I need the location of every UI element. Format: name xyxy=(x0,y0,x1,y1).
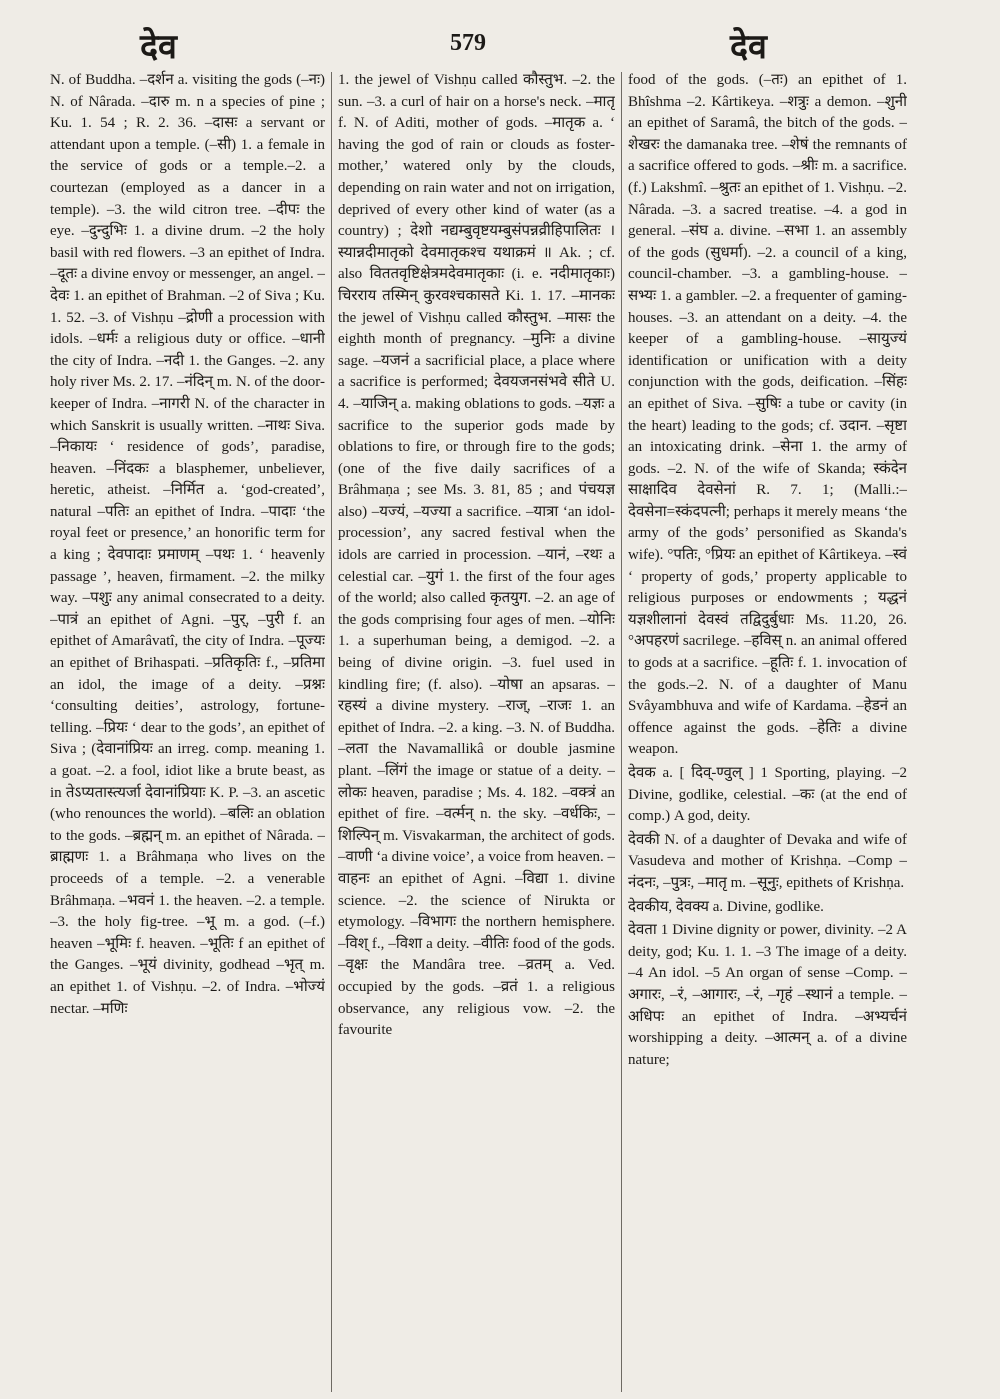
entry-text: N. of Buddha. –दर्शन a. visiting the gods (–नः) N. of Nârada. –दारु m. n a species of pine ; Ku. 1. 54 ; R. 2. 36. –दासः a servant or attendant upon a temple. (–सी) 1. a female in the service of gods or a temple.–2. a courtezan (employed as a dancer in a temple). –3. the wild citron tree. –दीपः the eye. –दुन्दुभिः 1. a divine drum. –2 the holy basil with red flowers. –3 an epithet of Indra. –दूतः a divine envoy or messenger, an angel. –देवः 1. an epithet of Brahman. –2 of Siva ; Ku. 1. 52. –3. of Vishṇu –द्रोणी a procession with idols. –धर्मः a religious duty or office. –धानी the city of Indra. –नदी 1. the Ganges. –2. any holy river Ms. 2. 17. –नंदिन् m. N. of the door-keeper of Indra. –नागरी N. of the character in which Sanskrit is usually written. –नाथः Siva. –निकायः ‘ residence of gods’, paradise, heaven. –निंदकः a blasphemer, unbeliever, heretic, atheist. –निर्मित a. ‘god-created’, natural –पतिः an epithet of Indra. –पादाः ‘the royal feet or presence,’ an honorific term for a king ; देवपादाः प्रमाणम् –पथः 1. ‘ heavenly passage ’, heaven, firmament. –2. the milky way. –पशुः any animal consecrated to a deity. –पात्रं an epithet of Agni. –पुर्, –पुरी f. an epithet of Amarâvatî, the city of Indra. –पूज्यः an epithet of Brihaspati. –प्रतिकृतिः f., –प्रतिमा an idol, the image of a deity. –प्रश्नः ‘consulting deities’, astrology, fortune-telling. –प्रियः ‘ dear to the gods’, an epithet of Siva ; (देवानांप्रियः an irreg. comp. meaning 1. a goat. –2. a fool, idiot like a brute beast, as in तेऽप्यतास्त्यर्जा देवानांप्रियाः K. P. –3. an ascetic (who renounces the world). –बलिः an oblation to the gods. –ब्रह्मन् m. an epithet of Nârada. –ब्राह्मणः 1. a Brâhmaṇa who lives on the proceeds of a temple. –2. a venerable Brâhmaṇa. –भवनं 1. the heaven. –2. a temple. –3. the holy fig-tree. –भू m. a god. (–f.) heaven –भूमिः f. heaven. –भूतिः f an epithet of the Ganges. –भूयं divinity, godhead –भृत् m. an epithet 1. of Vishṇu. –2. of Indra. –भोज्यं nectar. –मणिः xyxy=(50,72,325,1017)
entry-text: food of the gods. (–तः) an epithet of 1. Bhîshma –2. Kârtikeya. –शत्रुः a demon. –शुनी an epithet of Saramâ, the bitch of the gods. –शेखरः the damanaka tree. –शेषं the remnants of a sacrifice offered to gods. –श्रीः m. a sacrifice. (f.) Lakshmî. –श्रुतः an epithet of 1. Vishṇu. –2. Nârada. –3. a sacred treatise. –4. a god in general. –संघ a. divine. –सभा 1. an assembly of the gods (सुधर्मा). –2. a council of a king, council-chamber. –3. a gambling-house. –सभ्यः 1. a gambler. –2. a frequenter of gaming-houses. –3. an attendant on a deity. –4. the keeper of a gambling-house. –सायुज्यं identification or unification with a deity conjunction with the gods, deification. –सिंहः an epithet of Siva. –सुषिः a tube or cavity (in the heart) leading to the gods; cf. उदान. –सृष्टा an intoxicating drink. –सेना 1. the army of gods. –2. N. of the wife of Skanda; स्कंदेन साक्षादिव देवसेनां R. 7. 1; (Malli.:–देवसेना=स्कंदपत्नी; perhaps it merely means ‘the army of the gods’ personified as Skanda's wife). °पतिः, °प्रियः an epithet of Kârtikeya. –स्वं ‘ property of gods,’ property applicable to religious purposes or endowments ; यद्धनं यज्ञशीलानां देवस्वं तद्विदुर्बुधाः Ms. 11.20, 26. °अपहरणं sacrilege. –हविस् n. an animal offered to gods at a sacrifice. –हूतिः f. 1. invocation of the gods.–2. N. of a daughter of Manu Svâyambhuva and wife of Kardama. –हेडनं an offence against the gods. –हेतिः a divine weapon. xyxy=(628,72,907,758)
right-running-head: देव xyxy=(730,27,767,67)
entry-text: 1. the jewel of Vishṇu called कौस्तुभ. –2. the sun. –3. a curl of hair on a horse's neck. –मातृ f. N. of Aditi, mother of gods. –मातृक a. ‘ having the god of rain or clouds as foster-mother,’ watered only by the clouds, depending on rain water and not on irrigation, deprived of every other kind of water (as a country) ; देशो नद्यम्बुवृष्टयम्बुसंपन्नव्रीहिपालितः । स्यान्नदीमातृको देवमातृकश्च यथाक्रमं ॥ Ak. ; cf. also विततवृष्टिक्षेत्रमदेवमातृकाः (i. e. नदीमातृकाः) चिरराय तस्मिन् कुरवश्चकासते Ki. 1. 17. –मानकः the jewel of Vishṇu called कौस्तुभ. –मासः the eighth month of pregnancy. –मुनिः a divine sage. –यजनं a sacrificial place, a place where a sacrifice is performed; देवयजनसंभवे सीते U. 4. –याजिन् a. making oblations to gods. –यज्ञः a sacrifice to the superior gods made by oblations to fire, or through fire to the gods; (one of the five daily sacrifices of a Brâhmaṇa ; see Ms. 3. 81, 85 ; and पंचयज्ञ also) –यज्यं, –यज्या a sacrifice. –यात्रा ‘an idol-procession’, any sacred festival when the idols are carried in procession. –यानं, –रथः a celestial car. –युगं 1. the first of the four ages of the world; also called कृतयुग. –2. an age of the gods comprising four ages of men. –योनिः 1. a superhuman being, a demigod. –2. a being of divine origin. –3. fuel used in kindling fire; (f. also). –योषा an apsaras. –रहस्यं a divine mystery. –राज्, –राजः 1. an epithet of Indra. –2. a king. –3. N. of Buddha. –लता the Navamallikâ or double jasmine plant. –लिंगं the image or statue of a deity. –लोकः heaven, paradise ; Ms. 4. 182. –वक्त्रं an epithet of fire. –वर्त्मन् n. the sky. –वर्धकिः, –शिल्पिन् m. Visvakarman, the architect of gods. –वाणी ‘a divine voice’, a voice from heaven. –वाहनः an epithet of Agni. –विद्या 1. divine science. –2. the science of Nirukta or etymology. –विभागः the northern hemisphere. –विश् f., –विशा a deity. –वीतिः food of the gods. –वृक्षः the Mandâra tree. –व्रतम् a. Ved. occupied by the gods. –व्रतं 1. a religious observance, any religious vow. –2. the favourite xyxy=(338,72,615,1039)
column-divider xyxy=(331,72,332,1392)
entry-devata: देवता 1 Divine dignity or power, divinity. –2 A deity, god; Ku. 1. 1. –3 The image of a deity. –4 An idol. –5 An organ of sense –Comp. –अगारः, –रं, –आगारः, –रं, –गृहं –स्थानं a temple. –अधिपः an epithet of Indra. –अभ्यर्चनं worshipping a deity. –आत्मन् a. of a divine nature; xyxy=(628,922,907,1068)
entry-devakiya: देवकीय, देवक्य a. Divine, godlike. xyxy=(628,898,824,915)
column-divider xyxy=(621,72,622,1392)
column-3 xyxy=(628,70,907,1390)
column-2 xyxy=(338,70,615,1390)
entry-devaki: देवकी N. of a daughter of Devaka and wife of Vasudeva and mother of Krishṇa. –Comp –नंदनः, –पुत्रः, –मातृ m. –सूनुः, epithets of Krishṇa. xyxy=(628,831,907,891)
entry-devaka: देवक a. [ दिव्-ण्वुल् ] 1 Sporting, playing. –2 Divine, godlike, celestial. –कः (at the end of comp.) A god, deity. xyxy=(628,765,907,825)
page-number: 579 xyxy=(450,30,486,56)
left-running-head: देव xyxy=(140,27,177,67)
column-1 xyxy=(50,70,325,1390)
